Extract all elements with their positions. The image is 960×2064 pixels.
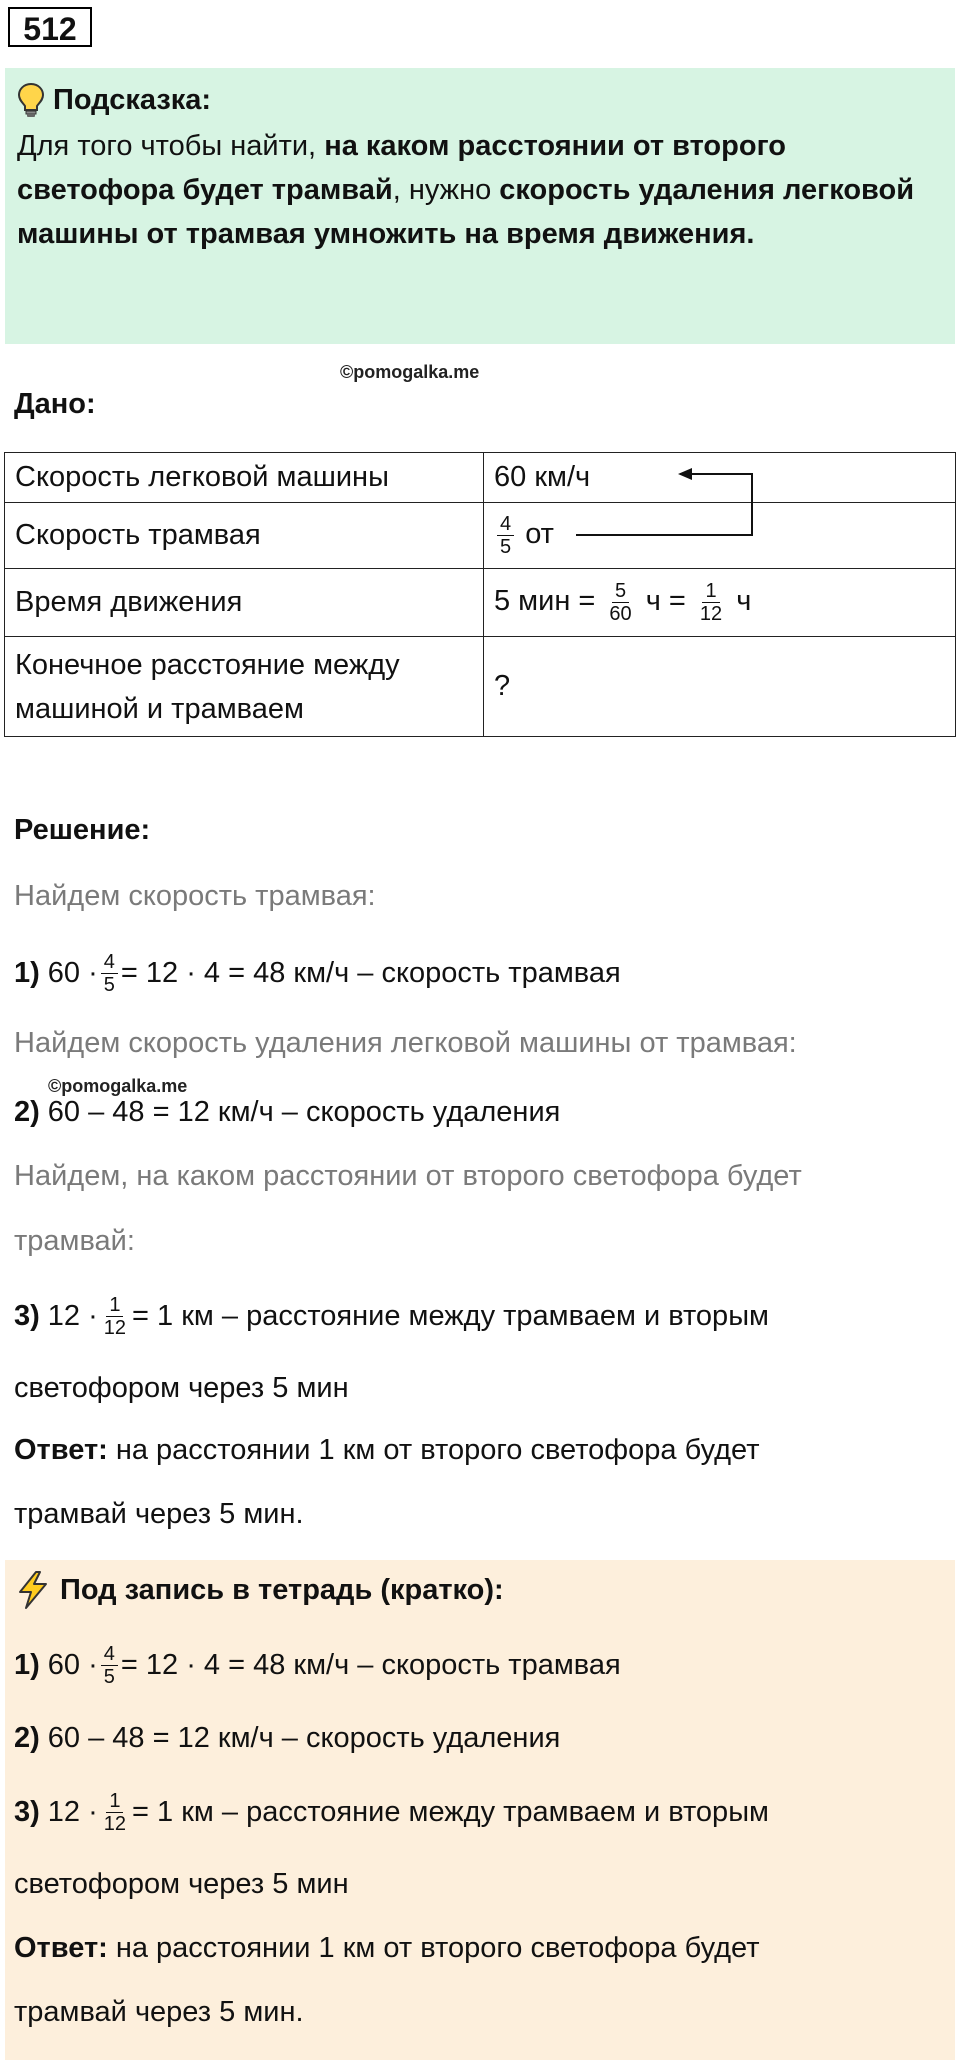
fraction-numerator: 4: [101, 1643, 118, 1666]
solution-step-3: [14, 1290, 769, 1342]
table-cell-value: [484, 569, 956, 637]
notebook-step-2: [14, 1718, 560, 1758]
step-text: 12 ·: [47, 1795, 98, 1828]
solution-step-2: [14, 1092, 560, 1132]
value-text: ч: [736, 585, 752, 618]
hint-box: [5, 68, 955, 344]
answer-text: на расстоянии 1 км от второго светофора будет: [115, 1434, 760, 1466]
step-number: 1): [14, 1648, 40, 1681]
step-number: 1): [14, 956, 40, 989]
notebook-step-1: [14, 1640, 621, 1690]
step-text: = 12 · 4 = 48 км/ч – скорость трамвая: [120, 956, 621, 989]
fraction-denominator: 12: [103, 1812, 127, 1835]
fraction: [606, 580, 634, 625]
table-cell-label: Скорость трамвая: [5, 503, 484, 569]
answer-text: на расстоянии 1 км от второго светофора будет: [115, 1932, 760, 1964]
reference-arrow: [560, 460, 760, 540]
step-text: 12 ·: [47, 1299, 98, 1332]
answer-line-2: трамвай через 5 мин.: [14, 1498, 304, 1530]
step-number: 2): [14, 1095, 40, 1128]
notebook-title: Под запись в тетрадь (кратко):: [60, 1573, 504, 1606]
hint-text-part2: , нужно: [392, 174, 500, 206]
fraction-denominator: 5: [500, 536, 512, 558]
solution-title: Решение:: [14, 814, 151, 846]
watermark: ©pomogalka.me: [48, 1076, 188, 1096]
solution-comment: Найдем, на каком расстоянии от второго светофора будет: [14, 1160, 802, 1192]
fraction-numerator: 1: [106, 1294, 123, 1317]
table-row: [5, 569, 956, 637]
table-cell-label: [5, 637, 484, 737]
table-cell-value: 60 км/ч: [484, 453, 956, 503]
step-number: 3): [14, 1299, 40, 1332]
step-text: = 12 · 4 = 48 км/ч – скорость трамвая: [120, 1648, 621, 1681]
solution-step-1: [14, 948, 621, 998]
fraction-denominator: 5: [103, 973, 115, 996]
value-text: 5 мин =: [494, 585, 596, 618]
notebook-title-row: [16, 1568, 504, 1612]
fraction: [697, 580, 725, 625]
step-text: 60 ·: [47, 956, 98, 989]
hint-text-bold1: на каком расстоянии от второго светофора будет трамвай: [17, 130, 786, 206]
answer-label: Ответ:: [14, 1932, 108, 1964]
answer-line-1: [14, 1434, 759, 1467]
table-cell-label: Скорость легковой машины: [5, 453, 484, 503]
hint-title: Подсказка:: [53, 83, 212, 116]
table-row: [5, 453, 956, 503]
table-cell-value: ?: [484, 637, 956, 737]
notebook-answer-line-2: трамвай через 5 мин.: [14, 1996, 304, 2028]
step-text: = 1 км – расстояние между трамваем и вторым: [132, 1795, 769, 1828]
fraction-numerator: 1: [106, 1790, 123, 1813]
step-text: = 1 км – расстояние между трамваем и вторым: [132, 1299, 769, 1332]
step-number: 2): [14, 1721, 40, 1754]
fraction-numerator: 4: [497, 513, 514, 536]
fraction-numerator: 5: [612, 580, 629, 603]
step-text: 60 ·: [47, 1648, 98, 1681]
fraction: [497, 513, 514, 558]
hint-text: [17, 124, 943, 256]
lightbulb-icon: [17, 82, 45, 118]
step-number: 3): [14, 1795, 40, 1828]
fraction: [101, 1643, 118, 1688]
fraction: [101, 951, 118, 996]
table-row: [5, 637, 956, 737]
table-row: [5, 503, 956, 569]
given-table: [4, 452, 956, 737]
table-cell-label: Время движения: [5, 569, 484, 637]
value-suffix: от: [525, 518, 554, 551]
lightning-icon: [16, 1570, 50, 1610]
fraction-denominator: 12: [103, 1316, 127, 1339]
solution-step-3-cont: светофором через 5 мин: [14, 1372, 349, 1404]
problem-number: 512: [8, 7, 92, 47]
fraction-denominator: 60: [609, 603, 632, 625]
given-title: Дано:: [14, 388, 96, 420]
fraction-numerator: 1: [702, 580, 719, 603]
step-text: 60 – 48 = 12 км/ч – скорость удаления: [47, 1095, 561, 1128]
notebook-answer-line-1: [14, 1932, 759, 1965]
fraction-numerator: 4: [101, 951, 118, 974]
hint-title-row: [17, 78, 943, 122]
notebook-step-3: [14, 1786, 769, 1838]
notebook-step-3-cont: светофором через 5 мин: [14, 1868, 349, 1900]
fraction: [101, 1790, 129, 1835]
fraction-denominator: 5: [103, 1665, 115, 1688]
answer-label: Ответ:: [14, 1434, 108, 1466]
label-line: машиной и трамваем: [15, 692, 304, 725]
step-text: 60 – 48 = 12 км/ч – скорость удаления: [47, 1721, 561, 1754]
value-text: ч =: [645, 585, 686, 618]
label-line: Конечное расстояние между: [15, 648, 400, 681]
fraction-denominator: 12: [699, 603, 723, 625]
fraction: [101, 1294, 129, 1339]
hint-text-part1: Для того чтобы найти,: [17, 130, 325, 162]
watermark: ©pomogalka.me: [340, 362, 480, 382]
solution-comment: Найдем скорость трамвая:: [14, 880, 376, 912]
solution-comment: трамвай:: [14, 1225, 135, 1257]
hint-text-bold2: скорость удаления легковой машины от трамвая умножить на время движения.: [17, 174, 915, 250]
solution-comment: Найдем скорость удаления легковой машины от трамвая:: [14, 1027, 797, 1059]
